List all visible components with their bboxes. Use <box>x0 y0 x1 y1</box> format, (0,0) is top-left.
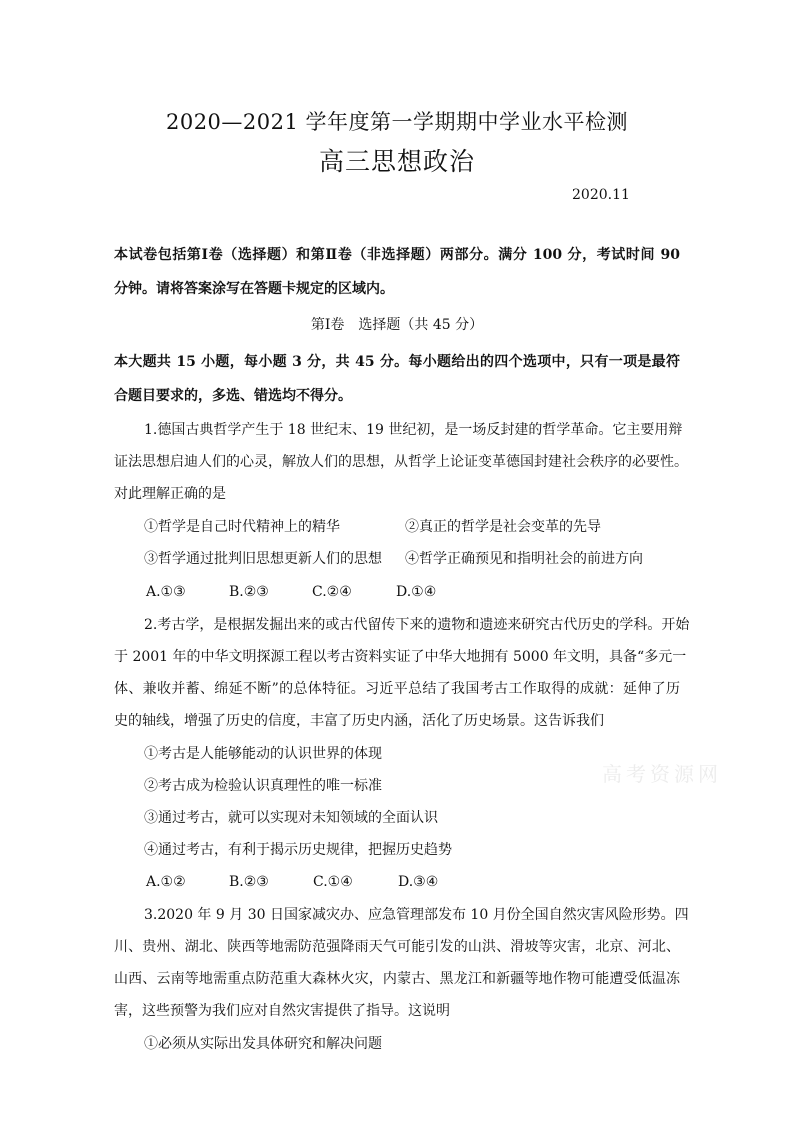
q1-choice-d: D.①④ <box>396 584 437 600</box>
q3-stem-line-2: 川、贵州、湖北、陕西等地需防范强降雨天气可能引发的山洪、滑坡等灾害，北京、河北、 <box>114 939 680 955</box>
q2-choice-a: A.①② <box>146 874 186 890</box>
q1-stem-line-3: 对此理解正确的是 <box>114 486 226 502</box>
q2-choice-b: B.②③ <box>229 874 269 890</box>
q1-choice-a: A.①③ <box>146 584 186 600</box>
q1-statement-3: ③哲学通过批判旧思想更新人们的思想 <box>144 551 382 567</box>
q2-statement-1: ①考古是人能够能动的认识世界的体现 <box>144 746 382 762</box>
q1-statement-1: ①哲学是自己时代精神上的精华 <box>144 519 340 535</box>
q2-stem-line-1: 2.考古学，是根据发掘出来的或古代留传下来的遗物和遗迹来研究古代历史的学科。开始 <box>144 617 690 633</box>
q2-statement-2: ②考古成为检验认识真理性的唯一标准 <box>144 778 382 794</box>
q3-statement-1: ①必须从实际出发具体研究和解决问题 <box>144 1036 382 1052</box>
q2-choice-c: C.①④ <box>313 874 353 890</box>
watermark: 高考资源网 <box>602 762 722 786</box>
exam-title: 2020—2021 学年度第一学期期中学业水平检测 <box>165 110 629 134</box>
q2-statement-4: ④通过考古，有利于揭示历史规律，把握历史趋势 <box>144 842 452 858</box>
q3-stem-line-1: 3.2020 年 9 月 30 日国家减灾办、应急管理部发布 10 月份全国自然灾害风险形势。四 <box>144 907 689 923</box>
q2-choice-d: D.③④ <box>398 874 439 890</box>
q2-stem-line-2: 于 2001 年的中华文明探源工程以考古资料实证了中华大地拥有 5000 年文明，具备“多元一 <box>114 649 687 665</box>
q3-stem-line-4: 害，这些预警为我们应对自然灾害提供了指导。这说明 <box>114 1003 450 1019</box>
q1-statement-2: ②真正的哲学是社会变革的先导 <box>405 519 601 535</box>
q1-stem-line-1: 1.德国古典哲学产生于 18 世纪末、19 世纪初，是一场反封建的哲学革命。它主要用辩 <box>144 422 683 438</box>
section-title: 第Ⅰ卷 选择题（共 45 分） <box>310 317 484 333</box>
intro-line-2: 分钟。请将答案涂写在答题卡规定的区域内。 <box>114 281 394 297</box>
q1-statement-4: ④哲学正确预见和指明社会的前进方向 <box>405 551 643 567</box>
q2-stem-line-3: 体、兼收并蓄、绵延不断”的总体特征。习近平总结了我国考古工作取得的成就：延伸了历 <box>114 681 680 697</box>
q3-stem-line-3: 山西、云南等地需重点防范重大森林火灾，内蒙古、黑龙江和新疆等地作物可能遭受低温冻 <box>114 971 680 987</box>
q1-choice-c: C.②④ <box>312 584 352 600</box>
q1-choice-b: B.②③ <box>229 584 269 600</box>
q2-statement-3: ③通过考古，就可以实现对未知领域的全面认识 <box>144 810 438 826</box>
exam-date: 2020.11 <box>572 187 630 203</box>
section-instructions-line-1: 本大题共 15 小题，每小题 3 分，共 45 分。每小题给出的四个选项中，只有一项是最符 <box>114 354 680 370</box>
section-instructions-line-2: 合题目要求的，多选、错选均不得分。 <box>114 388 352 404</box>
q2-stem-line-4: 史的轴线，增强了历史的信度，丰富了历史内涵，活化了历史场景。这告诉我们 <box>114 713 604 729</box>
subject-title: 高三思想政治 <box>318 147 475 176</box>
q1-stem-line-2: 证法思想启迪人们的心灵，解放人们的思想，从哲学上论证变革德国封建社会秩序的必要性。 <box>114 454 688 470</box>
intro-line-1: 本试卷包括第Ⅰ卷（选择题）和第Ⅱ卷（非选择题）两部分。满分 100 分，考试时间 90 <box>114 247 680 263</box>
